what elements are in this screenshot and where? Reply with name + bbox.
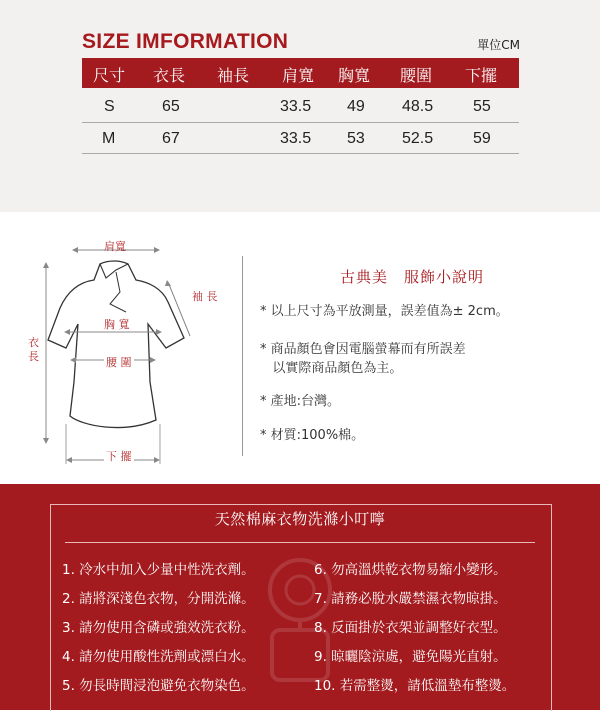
length-label: 衣 長	[28, 336, 39, 363]
care-item: 4. 請勿使用酸性洗劑或漂白水。	[62, 649, 255, 665]
note-item: * 商品顏色會因電腦螢幕而有所誤差 以實際商品顏色為主。	[260, 342, 466, 376]
sleeve-label: 袖 長	[192, 290, 218, 303]
table-cell: 53	[347, 130, 365, 147]
row-divider	[82, 122, 519, 123]
table-cell: 33.5	[280, 130, 312, 147]
table-cell: 67	[162, 130, 180, 147]
header-length: 衣長	[153, 66, 186, 85]
unit-label: 單位CM	[477, 38, 520, 52]
chest-label: 胸 寬	[104, 318, 130, 331]
header-hem: 下擺	[465, 66, 498, 85]
care-item: 6. 勿高溫烘乾衣物易縮小變形。	[314, 562, 507, 578]
header-waist: 腰圍	[400, 66, 433, 85]
size-table-header	[82, 58, 519, 88]
shoulder-label: 肩寬	[104, 240, 126, 253]
header-chest: 胸寬	[338, 66, 371, 85]
table-row	[82, 130, 519, 154]
notes-title: 古典美 服飾小說明	[340, 268, 485, 286]
care-item: 7. 請務必脫水嚴禁濕衣物晾掛。	[314, 591, 507, 607]
note-item: * 材質:100%棉。	[260, 428, 365, 443]
table-cell: 52.5	[402, 130, 434, 147]
size-title: SIZE IMFORMATION	[82, 30, 289, 53]
header-size: 尺寸	[93, 66, 126, 85]
header-sleeve: 袖長	[217, 66, 250, 85]
table-cell: 33.5	[280, 98, 312, 115]
care-item: 3. 請勿使用含磷或強效洗衣粉。	[62, 620, 255, 636]
row-divider	[82, 153, 519, 154]
note-item: * 以上尺寸為平放測量，誤差值為± 2cm。	[260, 304, 509, 319]
care-item: 10. 若需整燙，請低溫墊布整燙。	[314, 678, 516, 694]
size-section	[0, 0, 600, 212]
hem-label: 下 擺	[106, 450, 132, 463]
care-item: 5. 勿長時間浸泡避免衣物染色。	[62, 678, 255, 694]
waist-label: 腰 圍	[106, 356, 132, 369]
care-item: 1. 冷水中加入少量中性洗衣劑。	[62, 562, 255, 578]
table-row	[82, 98, 519, 122]
detail-section	[0, 212, 600, 484]
table-cell: 48.5	[402, 98, 434, 115]
care-section	[0, 484, 600, 710]
table-cell: 49	[347, 98, 365, 115]
care-item: 9. 晾曬陰涼處，避免陽光直射。	[314, 649, 507, 665]
qipao-outline	[48, 261, 184, 428]
table-cell: S	[104, 98, 115, 115]
table-cell: 65	[162, 98, 180, 115]
divider	[242, 256, 243, 456]
care-title-divider	[65, 542, 535, 543]
care-item: 2. 請將深淺色衣物，分開洗滌。	[62, 591, 255, 607]
table-cell: 59	[473, 130, 491, 147]
table-cell: M	[102, 130, 116, 147]
care-title: 天然棉麻衣物洗滌小叮嚀	[214, 510, 386, 528]
care-item: 8. 反面掛於衣架並調整好衣型。	[314, 620, 507, 636]
table-cell: 55	[473, 98, 491, 115]
note-item: * 產地:台灣。	[260, 394, 341, 409]
header-shoulder: 肩寬	[282, 66, 315, 85]
